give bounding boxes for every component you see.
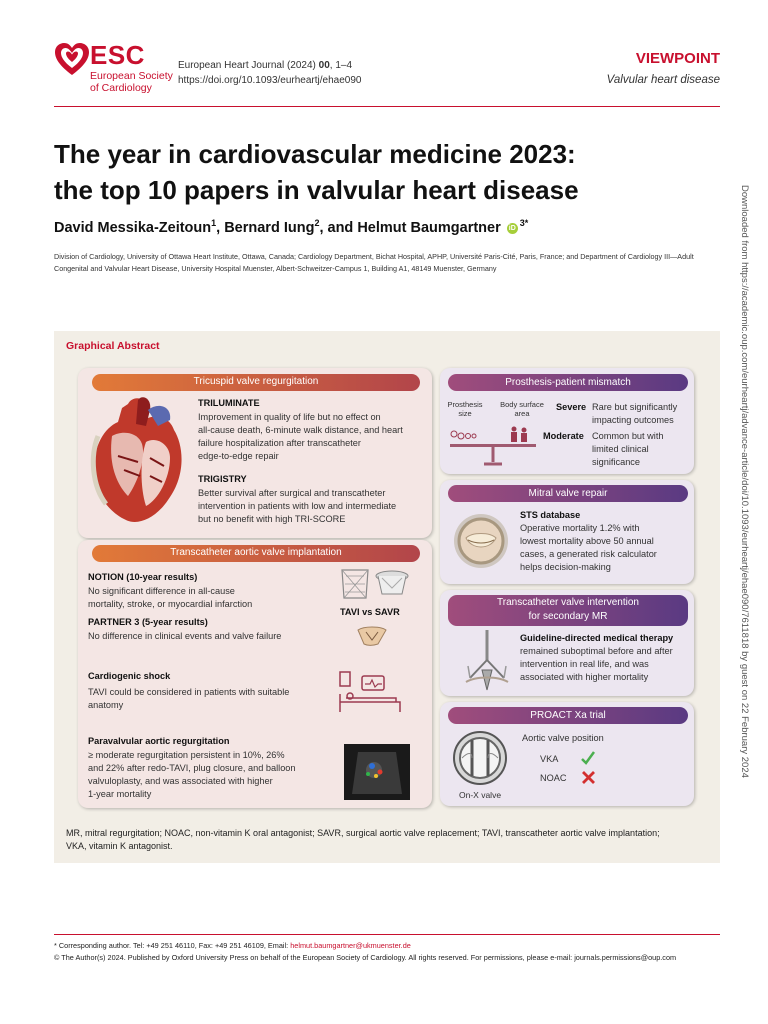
sts-line: cases, a generated risk calculator [520, 549, 657, 559]
notion-text [88, 585, 252, 611]
partner-title: PARTNER 3 (5-year results) [88, 617, 208, 627]
gdmt-title: Guideline-directed medical therapy [520, 633, 674, 643]
gdmt-line: associated with higher mortality [520, 672, 649, 682]
title-line2: the top 10 papers in valvular heart disease [54, 175, 579, 205]
esc-heart-logo-icon [54, 42, 90, 78]
caption-line: VKA, vitamin K antagonist. [66, 841, 173, 851]
tricuspid-header: Tricuspid valve regurgitation [92, 374, 420, 391]
hospital-bed-icon [338, 668, 404, 714]
valve-plug-icon [354, 624, 390, 648]
cross-icon [581, 770, 596, 785]
caption-line: MR, mitral regurgitation; NOAC, non-vitamin K oral antagonist; SAVR, surgical aortic valve replacement; TAVI, transcatheter aortic valve implantation; [66, 828, 660, 838]
paravalvular-title: Paravalvular aortic regurgitation [88, 736, 230, 746]
noac-label: NOAC [540, 773, 567, 783]
paravalvular-line: 1-year mortality [88, 789, 152, 799]
esc-logo-subtitle [90, 70, 173, 94]
paravalvular-line: ≥ moderate regurgitation persistent in 10%, 26% [88, 750, 285, 760]
affiliations: Division of Cardiology, University of Ottawa Heart Institute, Ottawa, Canada; Cardiology Department, Bichat Hospital, APHP, Université Paris-Cité, Paris, France; and Department of Cardiology III—Adult Congenital and Valvular Heart Disease, University Hospital Muenster, Albert-Schweitzer-Campus 1, Building A1, 48149 Muenster, Germany [54, 252, 694, 273]
secondary-mr-header-line2: for secondary MR [528, 611, 608, 622]
notion-title: NOTION (10-year results) [88, 572, 198, 582]
ppm-moderate-label: Moderate [543, 431, 584, 441]
author-email-link[interactable]: helmut.baumgartner@ukmuenster.de [290, 941, 411, 950]
mitral-ring-icon [450, 510, 512, 572]
header-divider [54, 106, 720, 107]
shock-line: TAVI could be considered in patients with suitable [88, 687, 290, 697]
trigistry-line: intervention in patients with low and intermediate [198, 501, 397, 511]
tavi-savr-valves-icon [336, 566, 412, 602]
paravalvular-text [88, 749, 296, 801]
logo-sub-line2: of Cardiology [90, 82, 152, 94]
trigistry-text [198, 487, 396, 526]
logo-sub-line1: European Society [90, 70, 173, 82]
transcatheter-clip-icon [462, 630, 512, 694]
esc-logo-text: ESC [90, 40, 145, 70]
article-topic: Valvular heart disease [606, 74, 720, 86]
author-2-affil: 2 [314, 218, 320, 228]
journal-volume: 00 [318, 60, 330, 71]
proact-header: PROACT Xa trial [448, 707, 688, 724]
author-1[interactable]: David Messika-Zeitoun [54, 219, 212, 236]
sts-line: helps decision-making [520, 562, 611, 572]
ppm-col2-line: Body surface [500, 400, 544, 409]
triluminate-title: TRILUMINATE [198, 398, 260, 408]
trigistry-line: Better survival after surgical and transcatheter [198, 488, 386, 498]
journal-name: European Heart Journal (2024) [178, 60, 319, 71]
sts-line: Operative mortality 1.2% with [520, 523, 640, 533]
aortic-position-label: Aortic valve position [522, 733, 604, 743]
ppm-severe-line: Rare but significantly [592, 402, 678, 412]
triluminate-line: failure hospitalization after transcatheter [198, 438, 361, 448]
echo-doppler-image-icon [344, 744, 410, 800]
corresponding-text: * Corresponding author. Tel: +49 251 46110, Fax: +49 251 46109, Email: [54, 941, 291, 950]
trigistry-title: TRIGISTRY [198, 474, 247, 484]
orcid-icon[interactable]: iD [508, 224, 516, 232]
check-icon [580, 750, 596, 766]
notion-line: mortality, stroke, or myocardial infarction [88, 599, 253, 609]
article-title [54, 136, 694, 208]
author-3[interactable]: and Helmut Baumgartner [327, 219, 501, 236]
trigistry-line: but no benefit with high TRI-SCORE [198, 514, 346, 524]
author-list: David Messika-Zeitoun$^1$, Bernard Iung$^2$, and Helmut Baumgartner iD $^{3*}$ [54, 218, 529, 236]
journal-pages: , 1–4 [329, 60, 353, 71]
author-1-affil: 1 [211, 218, 217, 228]
vka-label: VKA [540, 754, 559, 764]
shock-line: anatomy [88, 700, 124, 710]
on-x-valve-icon [452, 730, 508, 786]
corresponding-author [54, 941, 411, 951]
shock-title: Cardiogenic shock [88, 671, 171, 681]
ppm-moderate-line: limited clinical [592, 444, 649, 454]
paravalvular-line: valvuloplasty, and was associated with higher [88, 776, 273, 786]
shock-text [88, 686, 289, 712]
abbreviations-caption [66, 827, 716, 853]
secondary-mr-header-line1: Transcatheter valve intervention [497, 597, 639, 608]
ppm-moderate-text [592, 430, 664, 469]
download-watermark: Downloaded from https://academic.oup.com/eurheartj/advance-article/doi/10.1093/eurheartj/ehae090/7611818 by guest on 22 February 2024 [739, 185, 750, 778]
mitral-header: Mitral valve repair [448, 485, 688, 502]
ppm-col-prosthesis [442, 400, 488, 418]
article-type: VIEWPOINT [635, 50, 720, 67]
on-x-valve-label: On-X valve [459, 790, 502, 800]
title-line1: The year in cardiovascular medicine 2023: [54, 139, 576, 169]
ppm-col2-line: area [514, 409, 530, 418]
ppm-severe-label: Severe [556, 402, 587, 412]
ppm-moderate-line: significance [592, 457, 641, 467]
heart-anatomy-icon [88, 396, 192, 528]
paravalvular-line: and 22% after redo-TAVI, plug closure, and balloon [88, 763, 296, 773]
author-3-affil: 3* [519, 218, 529, 228]
ppm-col1-line: size [458, 409, 472, 418]
gdmt-text [520, 645, 673, 684]
notion-line: No significant difference in all-cause [88, 586, 235, 596]
ppm-severe-line: impacting outcomes [592, 415, 674, 425]
balance-scale-icon [446, 424, 540, 468]
gdmt-line: intervention in real life, and was [520, 659, 649, 669]
triluminate-line: edge-to-edge repair [198, 451, 279, 461]
ppm-col1-line: Prosthesis [447, 400, 483, 409]
gdmt-line: remained suboptimal before and after [520, 646, 673, 656]
tavi-vs-savr-label: TAVI vs SAVR [340, 607, 400, 617]
journal-citation [178, 58, 361, 88]
partner-text: No difference in clinical events and valve failure [88, 631, 282, 641]
copyright-notice: © The Author(s) 2024. Published by Oxford University Press on behalf of the European Society of Cardiology. All rights reserved. For permissions, please e-mail: journals.permissions@oup.com [54, 953, 677, 962]
ppm-moderate-line: Common but with [592, 431, 664, 441]
ppm-col-bsa [494, 400, 550, 418]
sts-line: lowest mortality above 50 annual [520, 536, 654, 546]
ppm-severe-text [592, 401, 677, 427]
graphical-abstract-label: Graphical Abstract [66, 340, 160, 352]
author-2[interactable]: Bernard Iung [224, 219, 315, 236]
footer-divider [54, 934, 720, 935]
sts-title: STS database [520, 510, 581, 520]
triluminate-line: Improvement in quality of life but no effect on [198, 412, 381, 422]
triluminate-line: all-cause death, 6-minute walk distance, and heart [198, 425, 403, 435]
ppm-header: Prosthesis-patient mismatch [448, 374, 688, 391]
triluminate-text [198, 411, 403, 463]
doi-link[interactable]: https://doi.org/10.1093/eurheartj/ehae090 [178, 75, 362, 86]
tavi-header: Transcatheter aortic valve implantation [92, 545, 420, 562]
secondary-mr-header [448, 595, 688, 626]
sts-text [520, 522, 657, 574]
